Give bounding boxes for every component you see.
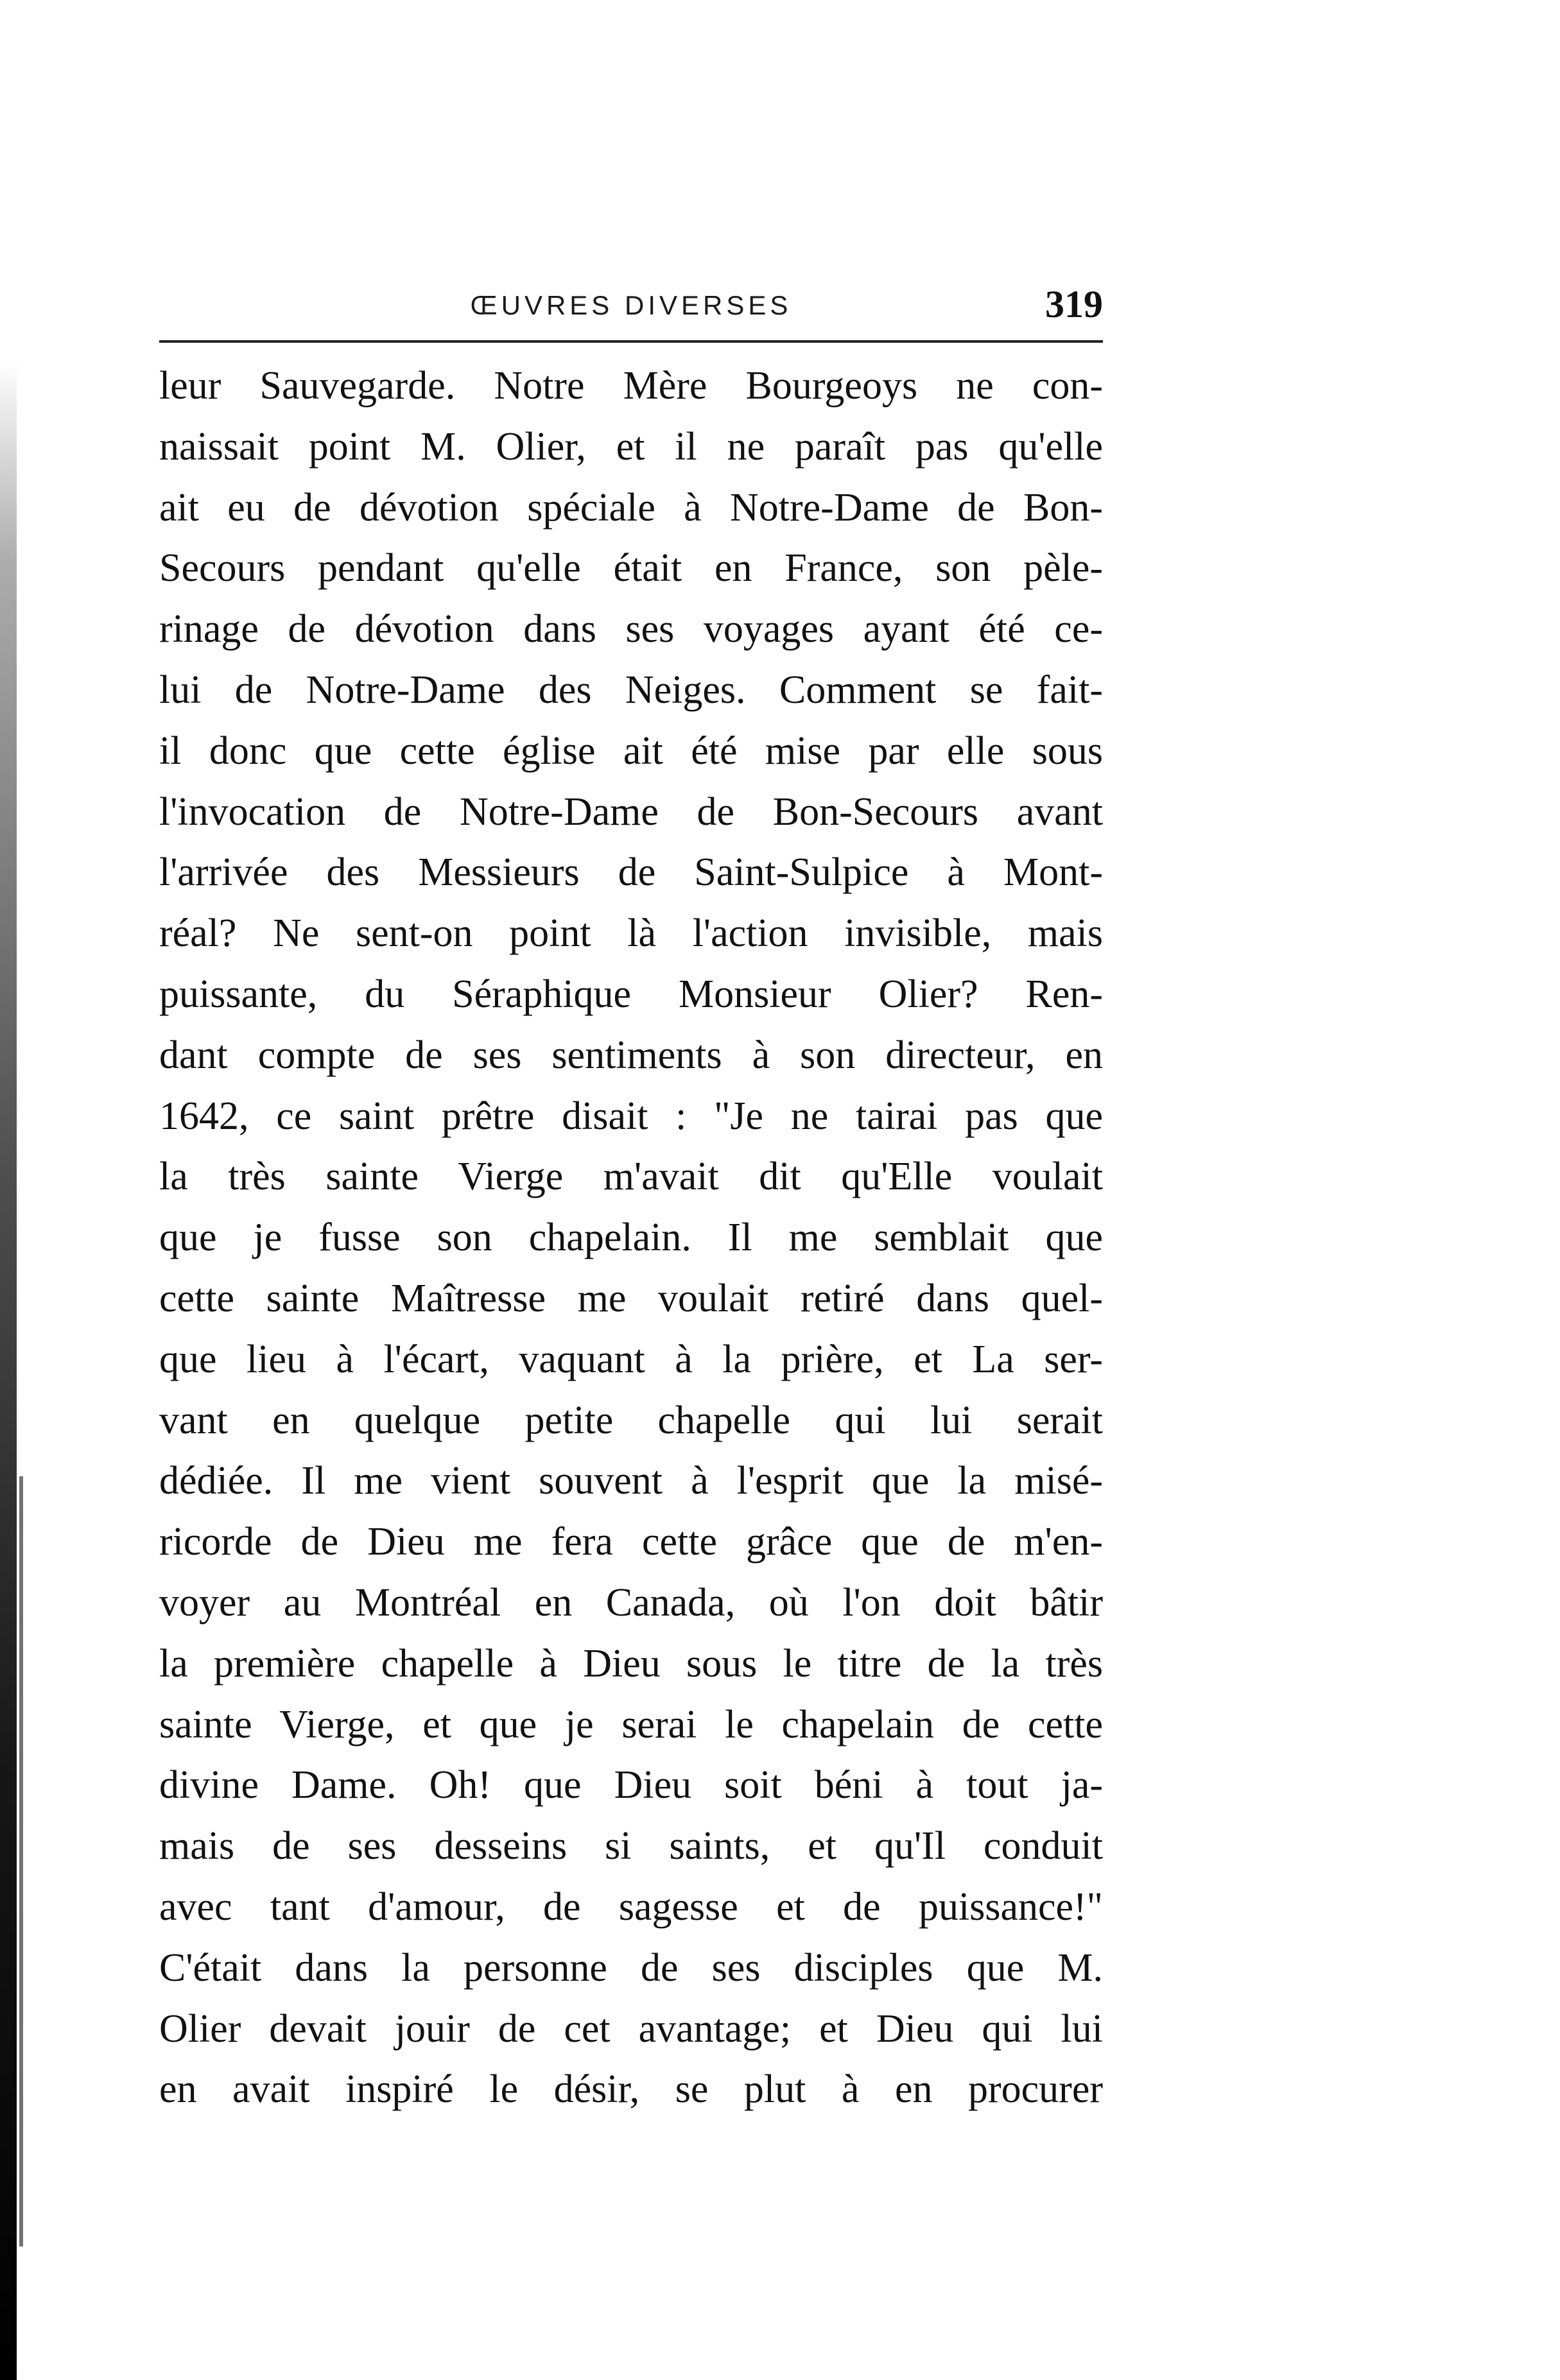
text-line: la première chapelle à Dieu sous le titre de la très [159,1641,1103,1686]
text-line: leur Sauvegarde. Notre Mère Bourgeoys ne con- [159,364,1103,408]
text-line: sainte Vierge, et que je serai le chapelain de cette [159,1702,1103,1746]
text-line: rinage de dévotion dans ses voyages ayant été ce- [159,607,1103,651]
text-line: C'était dans la personne de ses disciples que M. [159,1945,1103,1990]
text-line: l'invocation de Notre-Dame de Bon-Secours avant [159,789,1103,834]
text-line: la très sainte Vierge m'avait dit qu'Elle voulait [159,1155,1103,1199]
book-page [159,276,1103,2120]
text-line: 1642, ce saint prêtre disait : "Je ne tairai pas que [159,1094,1103,1138]
text-line: voyer au Montréal en Canada, où l'on doit bâtir [159,1580,1103,1625]
text-line: Olier devait jouir de cet avantage; et Dieu qui lui [159,2006,1103,2051]
header-rule [159,340,1103,343]
text-line: dant compte de ses sentiments à son directeur, en [159,1033,1103,1077]
text-line: ait eu de dévotion spéciale à Notre-Dame de Bon- [159,485,1103,530]
text-line: vant en quelque petite chapelle qui lui serait [159,1398,1103,1442]
text-line: l'arrivée des Messieurs de Saint-Sulpice à Mont- [159,850,1103,895]
page-number: 319 [1045,283,1103,325]
text-line: divine Dame. Oh! que Dieu soit béni à tout ja- [159,1763,1103,1807]
text-line: lui de Notre-Dame des Neiges. Comment se fait- [159,668,1103,712]
text-line: que lieu à l'écart, vaquant à la prière, et La ser- [159,1337,1103,1381]
body-text [159,356,1103,2120]
text-line: puissante, du Séraphique Monsieur Olier? Ren- [159,972,1103,1016]
text-line: avec tant d'amour, de sagesse et de puissance!" [159,1884,1103,1929]
text-line: cette sainte Maîtresse me voulait retiré dans quel- [159,1276,1103,1320]
text-line: mais de ses desseins si saints, et qu'Il conduit [159,1824,1103,1868]
text-line: naissait point M. Olier, et il ne paraît pas qu'elle [159,424,1103,469]
running-title: ŒUVRES DIVERSES [470,290,792,320]
running-head [159,276,1103,347]
text-line: que je fusse son chapelain. Il me semblait que [159,1216,1103,1260]
text-line: dédiée. Il me vient souvent à l'esprit que la misé- [159,1459,1103,1503]
scan-edge-shadow [0,359,17,2380]
text-line: Secours pendant qu'elle était en France, son pèle- [159,546,1103,591]
text-line: ricorde de Dieu me fera cette grâce que de m'en- [159,1520,1103,1564]
scan-edge-line [19,1476,23,2246]
text-line: réal? Ne sent-on point là l'action invisible, mais [159,911,1103,956]
text-line: il donc que cette église ait été mise par elle sous [159,729,1103,773]
text-line: en avait inspiré le désir, se plut à en procurer [159,2067,1103,2112]
